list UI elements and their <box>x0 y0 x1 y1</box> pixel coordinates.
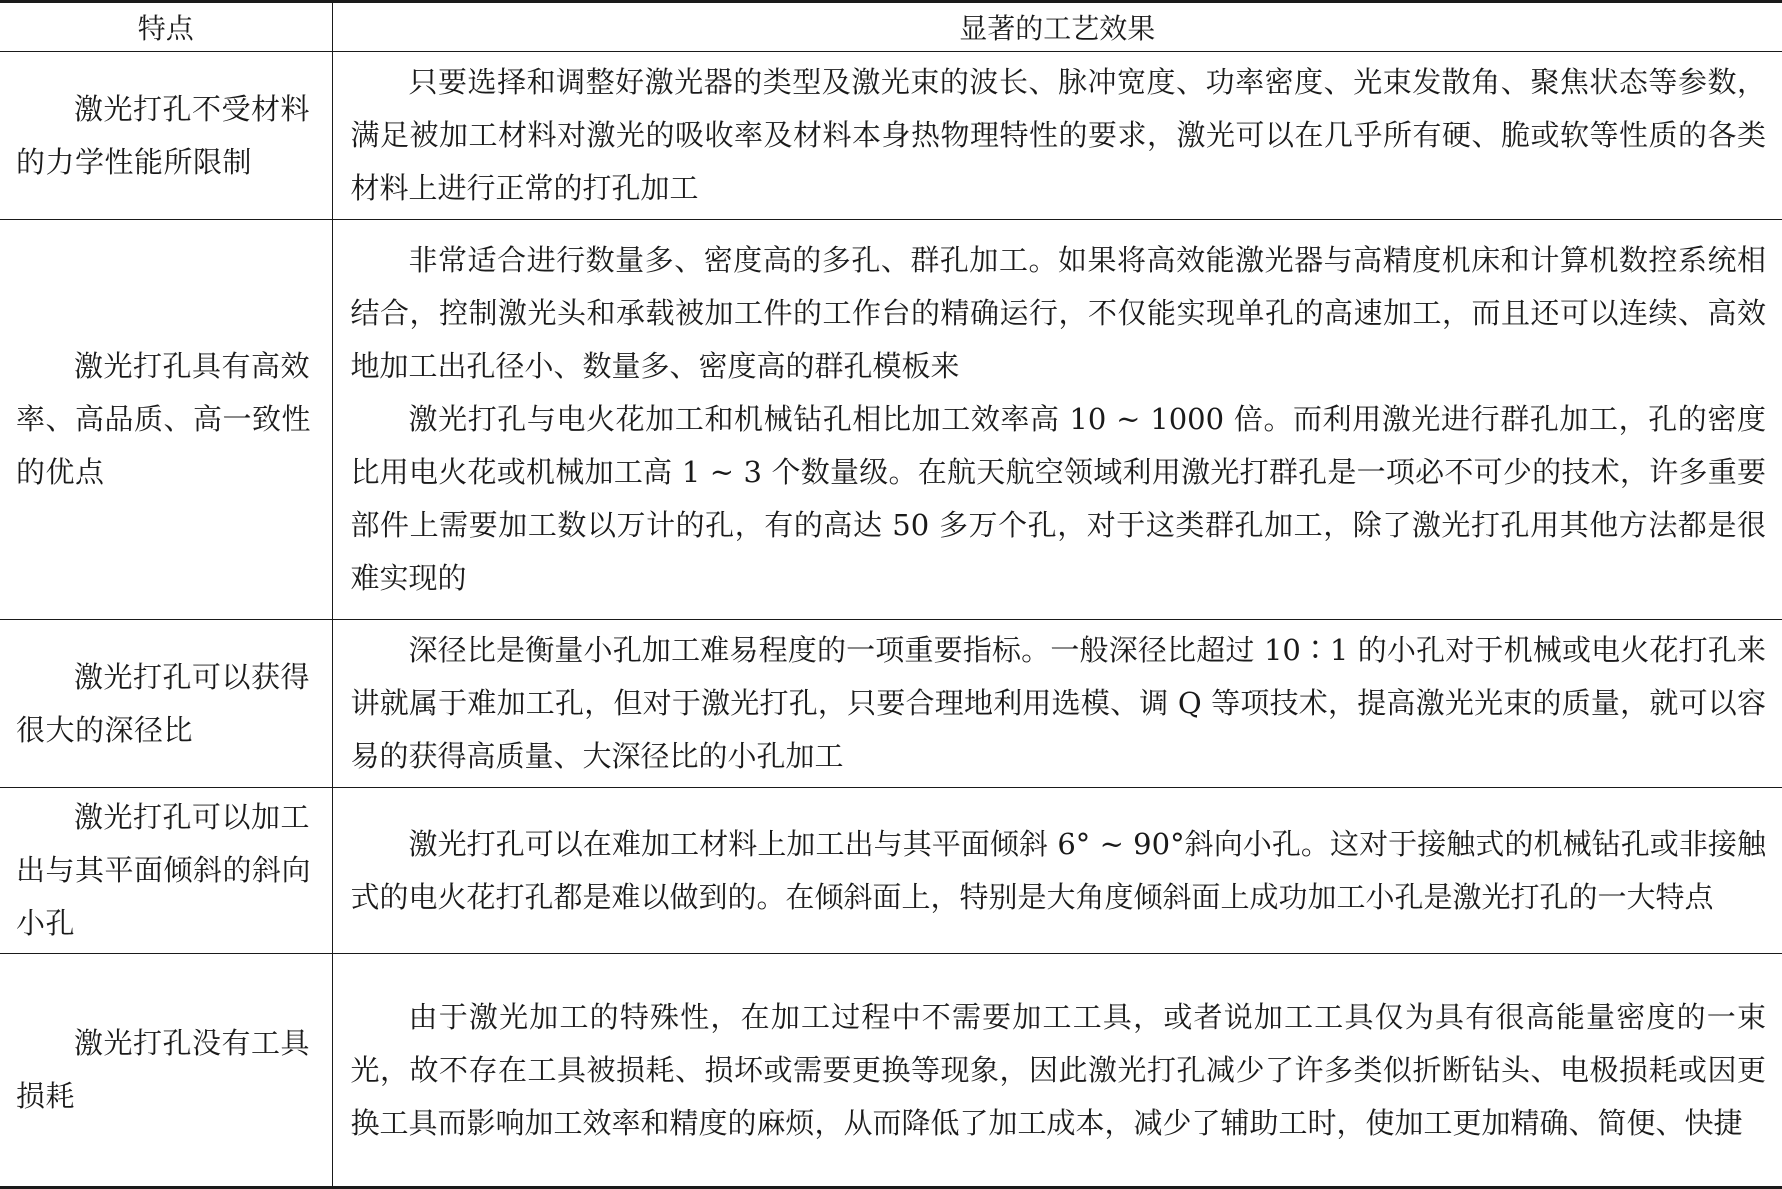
table-row <box>0 620 1782 788</box>
effect-paragraph: 激光打孔可以在难加工材料上加工出与其平面倾斜 6° ~ 90°斜向小孔。这对于接触式的机械钻孔或非接触式的电火花打孔都是难以做到的。在倾斜面上，特别是大角度倾斜面上成功加工小孔是激光打孔的一大特点 <box>350 826 1766 914</box>
feature-cell: 激光打孔可以加工出与其平面倾斜的斜向小孔 <box>0 788 332 954</box>
effect-cell <box>332 620 1782 788</box>
effect-paragraph: 只要选择和调整好激光器的类型及激光束的波长、脉冲宽度、功率密度、光束发散角、聚焦状态等参数，满足被加工材料对激光的吸收率及材料本身热物理特性的要求，激光可以在几乎所有硬、脆或软等性质的各类材料上进行正常的打孔加工 <box>350 65 1766 205</box>
effect-cell <box>332 220 1782 620</box>
header-effect: 显著的工艺效果 <box>332 2 1782 52</box>
effect-paragraph: 由于激光加工的特殊性，在加工过程中不需要加工工具，或者说加工工具仅为具有很高能量密度的一束光，故不存在工具被损耗、损坏或需要更换等现象，因此激光打孔减少了许多类似折断钻头、电极损耗或因更换工具而影响加工效率和精度的麻烦，从而降低了加工成本，减少了辅助工时，使加工更加精确、简便、快捷 <box>350 999 1766 1140</box>
effect-paragraph: 激光打孔与电火花加工和机械钻孔相比加工效率高 10 ~ 1000 倍。而利用激光进行群孔加工，孔的密度比用电火花或机械加工高 1 ~ 3 个数量级。在航天航空领域利用激光打群孔是一项必不可少的技术，许多重要部件上需要加工数以万计的孔，有的高达 50 多万个孔，对于这类群孔加工，除了激光打孔用其他方法都是很难实现的 <box>350 402 1766 595</box>
feature-cell: 激光打孔可以获得很大的深径比 <box>0 620 332 788</box>
table-row <box>0 788 1782 954</box>
effect-cell <box>332 52 1782 220</box>
table-header-row <box>0 2 1782 52</box>
effect-cell <box>332 788 1782 954</box>
feature-cell: 激光打孔没有工具损耗 <box>0 954 332 1188</box>
effect-paragraph: 非常适合进行数量多、密度高的多孔、群孔加工。如果将高效能激光器与高精度机床和计算机数控系统相结合，控制激光头和承载被加工件的工作台的精确运行，不仅能实现单孔的高速加工，而且还可以连续、高效地加工出孔径小、数量多、密度高的群孔模板来 <box>350 243 1766 383</box>
feature-cell: 激光打孔具有高效率、高品质、高一致性的优点 <box>0 220 332 620</box>
feature-cell: 激光打孔不受材料的力学性能所限制 <box>0 52 332 220</box>
table-row <box>0 220 1782 620</box>
table-row <box>0 52 1782 220</box>
effect-paragraph: 深径比是衡量小孔加工难易程度的一项重要指标。一般深径比超过 10∶1 的小孔对于机械或电火花打孔来讲就属于难加工孔，但对于激光打孔，只要合理地利用选模、调 Q 等项技术，提高激光光束的质量，就可以容易的获得高质量、大深径比的小孔加工 <box>350 633 1766 773</box>
header-feature: 特点 <box>0 2 332 52</box>
effect-cell <box>332 954 1782 1188</box>
table-row <box>0 954 1782 1188</box>
